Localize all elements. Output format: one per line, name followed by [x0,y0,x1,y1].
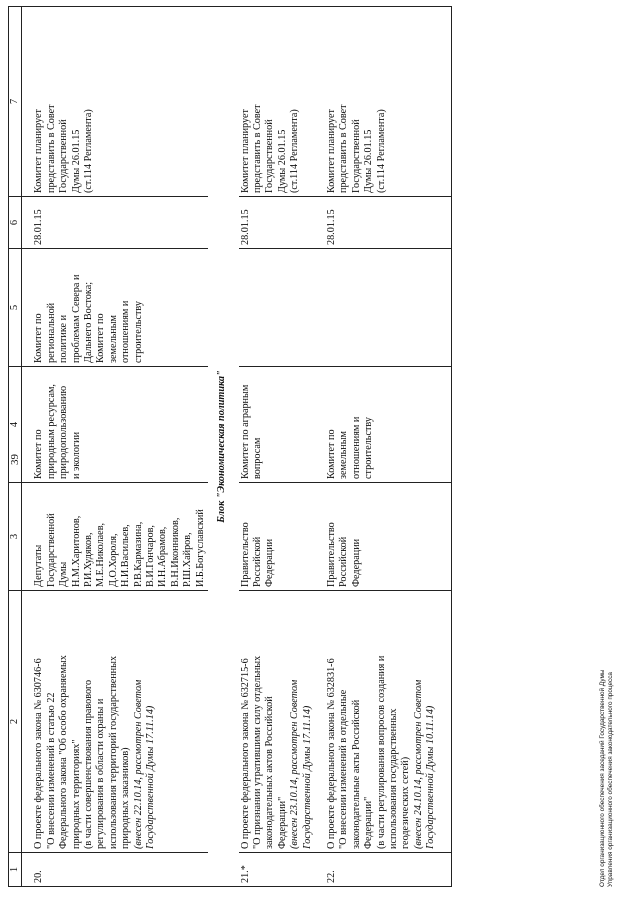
initiator [32,483,208,591]
table-row [325,7,452,887]
initiator-line: В.И.Гончаров, [145,525,157,587]
committee-line: строительству [363,417,375,479]
remark [325,7,452,197]
co-committee-line: проблемам Севера и [70,274,82,363]
initiator-line: Н.И.Васильев, [120,524,132,587]
column-number: 4 [9,367,22,483]
initiator-line: М.Е.Николаев, [95,522,107,587]
block-heading-row [208,7,238,887]
remark-line: Государственной [58,119,70,193]
description-line: "О внесении изменений в статью 22 [45,692,57,849]
agenda-table [8,6,452,887]
responsible-committee [239,367,315,483]
column-number-row [9,7,22,887]
spacer-row [22,7,33,887]
remark-line: представить в Совет [338,104,350,193]
co-committee-line: региональной [45,302,57,363]
initiator-line: Правительство [239,522,251,587]
description-line: геодезических сетей) [400,756,412,849]
review-date: 28.01.15 [32,197,208,249]
bill-description [239,591,315,853]
co-committee-line: политике и [58,314,70,363]
review-date: 28.01.15 [239,197,315,249]
committee-line: Комитет по [325,429,337,479]
co-committee-line: Комитет по [33,313,45,363]
committee-line: природопользованию [58,385,70,479]
initiator-line: И.Б.Богуславский [194,509,206,587]
submission-note: Государственной Думы 17.11.14) [145,705,157,849]
footer [599,670,615,888]
initiator-line: Российской [338,536,350,587]
description-line: Федерального закона "Об особо охраняемых [58,655,70,849]
remark-line: Комитет планирует [239,109,251,193]
co-committee-line: земельным [107,315,119,363]
submission-note: (внесен 24.10.14, рассмотрен Советом [412,679,424,849]
co-executor-committees [32,249,208,367]
initiator-line: Государственной [45,513,57,587]
initiator-line: Депутаты [33,544,45,587]
column-number: 2 [9,591,22,853]
initiator-line: Р.И.Худяков, [83,532,95,587]
remark-line: (ст.114 Регламента) [83,109,95,193]
table-row [239,7,315,887]
row-number: 22. [325,853,452,887]
description-line: природных территориях" [70,739,82,849]
committee-line: и экологии [70,431,82,479]
remark-line: Комитет планирует [325,109,337,193]
spacer-row [315,7,325,887]
remark-line: Думы 26.01.15 [70,129,82,193]
description-line: (в части регулирования вопросов создания и [375,655,387,849]
description-line: использования государственных [387,708,399,849]
initiator-line: Р.В.Кармазина, [132,521,144,587]
table-row [32,7,208,887]
remark-line: представить в Совет [251,104,263,193]
bill-title: О проекте федерального закона № 632831-6 [325,658,337,849]
initiator-line: Российской [251,536,263,587]
initiator-line: Д.О.Хороля, [107,533,119,587]
page-number: 39 [9,454,21,465]
committee-line: природным ресурсам, [45,384,57,479]
column-number: 7 [9,7,22,197]
initiator-line: Федерации [264,538,276,587]
bill-title: О проекте федерального закона № 632715-6 [239,658,251,849]
bill-description [325,591,452,853]
remark-line: Комитет планирует [33,109,45,193]
initiator-line: И.Н.Абрамов, [157,526,169,587]
description-line: использования территорий государственных [107,655,119,849]
remark-line: (ст.114 Регламента) [289,109,301,193]
initiator [239,483,315,591]
description-line: регулирования в области охраны и [95,698,107,849]
column-number: 6 [9,197,22,249]
co-executor-committees [325,249,452,367]
committee-line: Комитет по [33,429,45,479]
description-line: "О признании утратившими силу отдельных [251,655,263,849]
block-heading: Блок "Экономическая политика" [208,7,238,887]
remark [32,7,208,197]
column-number: 5 [9,249,22,367]
initiator [325,483,452,591]
initiator-line: Думы [58,561,70,587]
column-number: 3 [9,483,22,591]
responsible-committee [325,367,452,483]
review-date: 28.01.15 [325,197,452,249]
remark-line: (ст.114 Регламента) [375,109,387,193]
co-committee-line: Дальнего Востока; [83,281,95,363]
description-line: Федерации" [276,796,288,849]
remark-line: Думы 26.01.15 [363,129,375,193]
row-number: 21.* [239,853,315,887]
co-committee-line: Комитет по [95,313,107,363]
committee-line: отношениям и [350,416,362,479]
submission-note: (внесен 23.10.14, рассмотрен Советом [289,679,301,849]
footer-line: Отдел организационного обеспечения заседаний Государственной Думы [599,669,606,887]
bill-description [32,591,208,853]
submission-note: (внесен 22.10.14, рассмотрен Советом [132,679,144,849]
initiator-line: В.Н.Иконников, [169,517,181,587]
remark-line: Государственной [264,119,276,193]
description-line: природных заказников) [120,747,132,849]
committee-line: вопросам [251,437,263,479]
committee-line: Комитет по аграрным [239,384,251,479]
remark-line: Думы 26.01.15 [276,129,288,193]
description-line: Федерации" [363,796,375,849]
footer-line: Управления организационного обеспечения законодательного процесса [607,672,614,887]
initiator-line: Федерации [350,538,362,587]
remark-line: представить в Совет [45,104,57,193]
submission-note: Государственной Думы 17.11.14) [301,705,313,849]
bill-title: О проекте федерального закона № 630746-6 [33,658,45,849]
description-line: (в части совершенствования правового [83,679,95,849]
responsible-committee [32,367,208,483]
description-line: "О внесении изменений в отдельные [338,689,350,849]
row-number: 20. [32,853,208,887]
initiator-line: Р.Ш.Хайров, [182,532,194,587]
column-number: 1 [9,853,22,887]
committee-line: земельным [338,431,350,479]
description-line: законодательных актов Российской [264,696,276,849]
co-committee-line: строительству [132,301,144,363]
initiator-line: Н.М.Харитонов, [70,515,82,587]
initiator-line: Правительство [325,522,337,587]
description-line: законодательные акты Российской [350,699,362,849]
co-committee-line: отношениям и [120,300,132,363]
co-executor-committees [239,249,315,367]
remark-line: Государственной [350,119,362,193]
remark [239,7,315,197]
submission-note: Государственной Думы 10.11.14) [425,705,437,849]
